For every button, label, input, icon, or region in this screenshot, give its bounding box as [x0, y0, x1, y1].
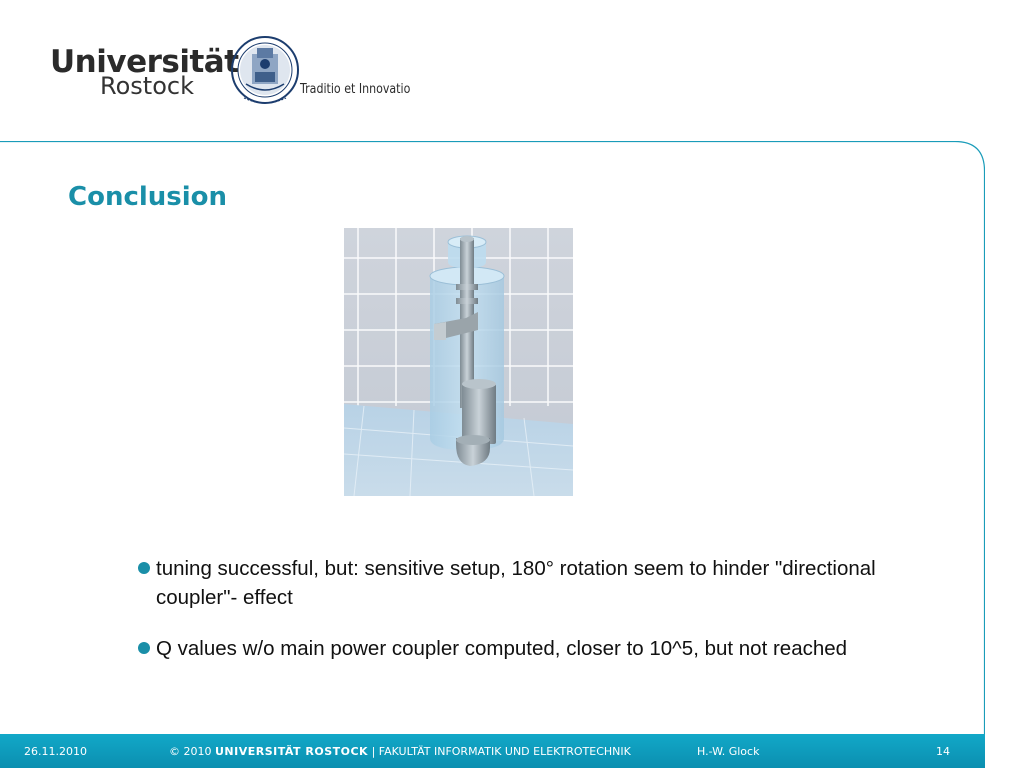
- bullet-item: [134, 634, 894, 663]
- logo-wordmark-line2: Rostock: [100, 72, 194, 100]
- footer-bar: [0, 734, 985, 768]
- coupler-3d-model-figure: [344, 228, 573, 496]
- conclusion-bullet-list: [134, 554, 894, 685]
- logo-motto: Traditio et Innovatio: [300, 82, 411, 97]
- footer-author: H.-W. Glock: [697, 745, 760, 758]
- footer-page-number: 14: [936, 745, 950, 758]
- logo-wordmark-line1: Universität: [50, 44, 239, 80]
- footer-copyright: [169, 745, 631, 758]
- bullet-text: tuning successful, but: sensitive setup, 180° rotation seem to hinder "directional coupler"- effect: [156, 557, 876, 609]
- bullet-item: [134, 554, 894, 612]
- footer-faculty: | FAKULTÄT INFORMATIK UND ELEKTROTECHNIK: [368, 745, 631, 758]
- university-logo: [48, 34, 412, 108]
- bullet-dot-icon: [138, 562, 150, 574]
- footer-date: 26.11.2010: [24, 745, 87, 758]
- bullet-text: Q values w/o main power coupler computed, closer to 10^5, but not reached: [156, 637, 848, 660]
- footer-copyright-prefix: © 2010: [169, 745, 215, 758]
- footer-university: UNIVERSITÄT ROSTOCK: [215, 745, 369, 758]
- bullet-dot-icon: [138, 642, 150, 654]
- university-seal-icon: [230, 34, 300, 108]
- slide-title: Conclusion: [68, 182, 228, 212]
